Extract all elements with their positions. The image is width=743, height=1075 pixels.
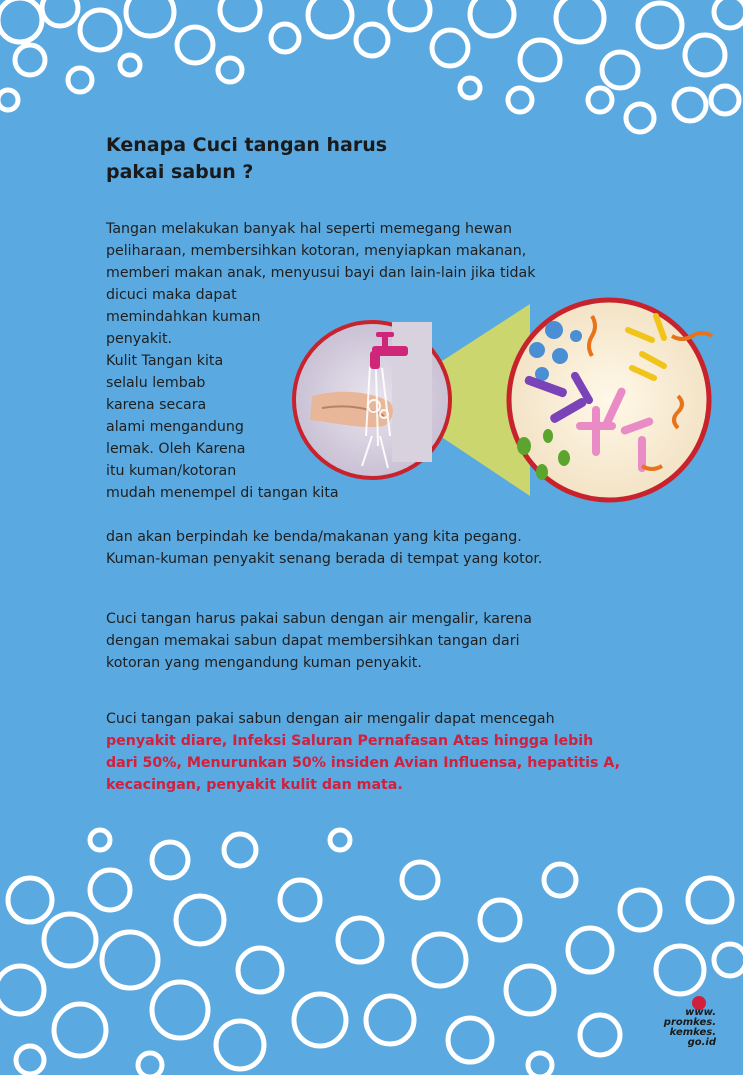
text-line: karena secara <box>106 397 207 413</box>
logo-line: www. <box>685 1007 716 1018</box>
paragraph-1-left <box>106 284 339 504</box>
title-line-2: pakai sabun ? <box>106 161 254 183</box>
text-line: Cuci tangan pakai sabun dengan air mengalir dapat mencegah <box>106 711 555 727</box>
promkes-logo <box>636 996 726 1056</box>
text-line: itu kuman/kotoran <box>106 463 237 479</box>
paragraph-2 <box>106 608 666 674</box>
text-line: mudah menempel di tangan kita <box>106 485 339 501</box>
paragraph-1-top <box>106 218 646 284</box>
text-line: lemak. Oleh Karena <box>106 441 246 457</box>
text-line: Kuman-kuman penyakit senang berada di tempat yang kotor. <box>106 551 543 567</box>
soap-bubbles-bottom-decoration <box>0 820 743 1075</box>
logo-text <box>636 1008 716 1048</box>
washing-hands-icon <box>294 322 450 478</box>
soap-bubbles-top-decoration <box>0 0 743 140</box>
text-line: penyakit. <box>106 331 173 347</box>
text-line: Tangan melakukan banyak hal seperti memegang hewan <box>106 221 512 237</box>
text-line: selalu lembab <box>106 375 206 391</box>
highlight-text-line: dari 50%, Menurunkan 50% insiden Avian Influensa, hepatitis A, <box>106 755 621 771</box>
handwashing-germs-illustration <box>292 296 722 506</box>
text-line: Kulit Tangan kita <box>106 353 224 369</box>
text-line: dicuci maka dapat <box>106 287 237 303</box>
text-line: dan akan berpindah ke benda/makanan yang kita pegang. <box>106 529 522 545</box>
logo-line: kemkes. <box>669 1027 716 1038</box>
text-line: alami mengandung <box>106 419 244 435</box>
text-line: kotoran yang mengandung kuman penyakit. <box>106 655 422 671</box>
text-line: memberi makan anak, menyusui bayi dan lain-lain jika tidak <box>106 265 536 281</box>
highlight-text-line: penyakit diare, Infeksi Saluran Pernafasan Atas hingga lebih <box>106 733 594 749</box>
paragraph-3 <box>106 708 666 796</box>
paragraph-1-bottom <box>106 526 666 570</box>
logo-line: go.id <box>687 1037 716 1048</box>
title-line-1: Kenapa Cuci tangan harus <box>106 134 388 156</box>
text-line: memindahkan kuman <box>106 309 261 325</box>
highlight-text-line: kecacingan, penyakit kulit dan mata. <box>106 777 403 793</box>
text-line: peliharaan, membersihkan kotoran, menyiapkan makanan, <box>106 243 527 259</box>
text-line: Cuci tangan harus pakai sabun dengan air mengalir, karena <box>106 611 532 627</box>
page-title <box>106 132 426 186</box>
logo-line: promkes. <box>663 1017 716 1028</box>
text-line: dengan memakai sabun dapat membersihkan tangan dari <box>106 633 520 649</box>
